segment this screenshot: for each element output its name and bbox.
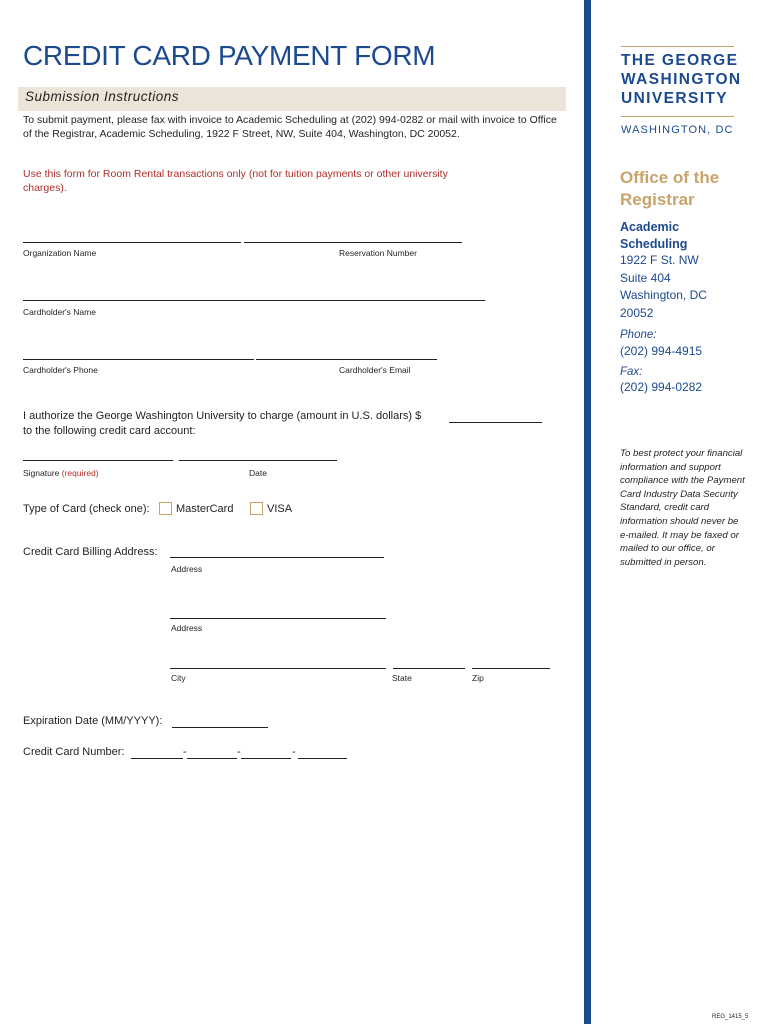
cardholder-email-label: Cardholder's Email xyxy=(339,365,411,375)
date-field[interactable] xyxy=(179,460,337,461)
instructions-heading: Submission Instructions xyxy=(25,89,180,104)
authorization-text-2: to the following credit card account: xyxy=(23,425,196,437)
address-line-1-field[interactable] xyxy=(170,557,384,558)
address-line-2-label: Address xyxy=(171,623,203,633)
office-address: 1922 F St. NW Suite 404 Washington, DC 20052 xyxy=(620,253,707,320)
address-line-2-field[interactable] xyxy=(170,618,386,619)
state-field[interactable] xyxy=(393,668,465,669)
office-title: Office of the Registrar xyxy=(620,168,720,209)
instructions-text: To submit payment, please fax with invoice to Academic Scheduling at (202) 994-0282 or mail with invoice to Office of the Registrar, Academic Scheduling, 1922 F Street, NW, Suite 404, Washington, DC 20052. xyxy=(23,114,557,140)
phone-label: Phone: xyxy=(620,329,657,341)
cardholder-email-field[interactable] xyxy=(256,359,437,360)
logo-line-2: WASHINGTON xyxy=(621,71,742,88)
cardholder-phone-field[interactable] xyxy=(23,359,254,360)
card-number-dash-1: - xyxy=(183,746,187,758)
reservation-number-field[interactable] xyxy=(244,242,462,243)
page-title: CREDIT CARD PAYMENT FORM xyxy=(23,40,436,71)
card-number-group-2[interactable] xyxy=(187,758,237,759)
logo-bottom-rule xyxy=(621,116,734,117)
zip-label: Zip xyxy=(472,673,484,683)
logo-location: WASHINGTON, DC xyxy=(621,124,734,136)
authorization-text: I authorize the George Washington University to charge (amount in U.S. dollars) $ xyxy=(23,410,422,422)
organization-name-label: Organization Name xyxy=(23,248,97,258)
sidebar-divider xyxy=(584,0,591,1024)
organization-name-field[interactable] xyxy=(23,242,241,243)
usage-warning: Use this form for Room Rental transactions only (not for tuition payments or other university charges). xyxy=(23,168,448,194)
reservation-number-label: Reservation Number xyxy=(339,248,417,258)
logo-top-rule xyxy=(621,46,734,47)
state-label: State xyxy=(392,673,412,683)
visa-label: VISA xyxy=(267,503,293,515)
fax-label: Fax: xyxy=(620,366,643,378)
phone-number: (202) 994-4915 xyxy=(620,344,703,358)
zip-field[interactable] xyxy=(472,668,550,669)
city-field[interactable] xyxy=(170,668,386,669)
fax-number: (202) 994-0282 xyxy=(620,380,703,394)
card-type-label: Type of Card (check one): xyxy=(23,503,150,515)
cardholder-name-label: Cardholder's Name xyxy=(23,307,96,317)
expiration-field[interactable] xyxy=(172,727,268,728)
mastercard-label: MasterCard xyxy=(176,503,234,515)
form-code: REG_1415_5 xyxy=(712,1014,749,1020)
city-label: City xyxy=(171,673,186,683)
logo-line-1: THE GEORGE xyxy=(621,52,739,69)
card-number-group-3[interactable] xyxy=(241,758,291,759)
signature-field[interactable] xyxy=(23,460,173,461)
card-number-dash-2: - xyxy=(237,746,241,758)
card-number-group-1[interactable] xyxy=(131,758,183,759)
mastercard-checkbox[interactable] xyxy=(159,502,172,515)
date-label: Date xyxy=(249,468,267,478)
security-note: To best protect your financial information and support compliance with the Payment Card Industry Data Security Standard, credit card information should never be e-mailed. It may be faxed or mailed to our office, or submitted in person. xyxy=(620,448,745,568)
card-number-group-4[interactable] xyxy=(298,758,347,759)
required-note: (required) xyxy=(61,468,99,478)
card-number-dash-3: - xyxy=(292,746,296,758)
cardholder-phone-label: Cardholder's Phone xyxy=(23,365,98,375)
amount-field[interactable] xyxy=(449,422,542,423)
expiration-label: Expiration Date (MM/YYYY): xyxy=(23,715,163,727)
department-name: Academic Scheduling xyxy=(620,220,688,251)
logo-line-3: UNIVERSITY xyxy=(621,90,729,107)
billing-address-label: Credit Card Billing Address: xyxy=(23,546,158,558)
card-number-label: Credit Card Number: xyxy=(23,746,125,758)
address-line-1-label: Address xyxy=(171,564,203,574)
signature-label: Signature (required) xyxy=(23,468,99,478)
cardholder-name-field[interactable] xyxy=(23,300,485,301)
visa-checkbox[interactable] xyxy=(250,502,263,515)
